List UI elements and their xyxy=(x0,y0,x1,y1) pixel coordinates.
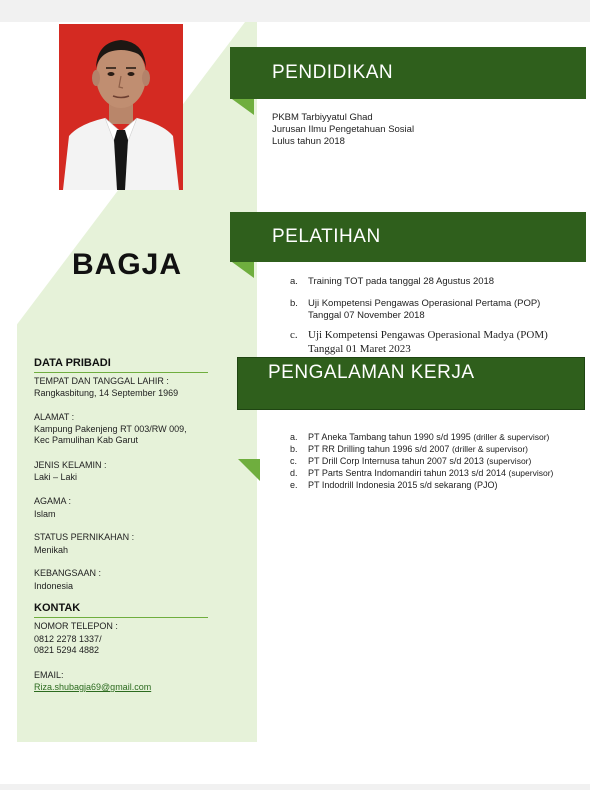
jenis-kelamin-value: Laki – Laki xyxy=(34,472,78,482)
telepon-label: NOMOR TELEPON : xyxy=(34,621,118,631)
agama-value: Islam xyxy=(34,509,56,519)
ttl-value: Rangkasbitung, 14 September 1969 xyxy=(34,388,179,398)
pelatihan-list xyxy=(290,276,585,356)
pelatihan-title: PELATIHAN xyxy=(272,226,381,247)
alamat-line-2: Kec Pamulihan Kab Garut xyxy=(34,435,139,445)
pengalaman-list xyxy=(290,431,588,491)
data-pribadi-title: DATA PRIBADI xyxy=(34,357,111,369)
list-item: b. Uji Kompetensi Pengawas Operasional Pertama (POP) Tanggal 07 November 2018 xyxy=(290,298,541,321)
pendidikan-banner xyxy=(230,47,586,99)
pendidikan-title: PENDIDIKAN xyxy=(272,62,394,83)
data-pribadi-divider xyxy=(34,372,208,373)
pengalaman-banner-tab xyxy=(238,459,260,481)
email-label: EMAIL: xyxy=(34,670,64,680)
list-item: a. Training TOT pada tanggal 28 Agustus 2018 xyxy=(290,276,495,287)
status-pernikahan-label: STATUS PERNIKAHAN : xyxy=(34,532,135,542)
pendidikan-banner-tab xyxy=(232,99,254,115)
pelatihan-banner xyxy=(230,212,586,262)
ttl-label: TEMPAT DAN TANGGAL LAHIR : xyxy=(34,376,169,386)
telepon-1: 0812 2278 1337/ xyxy=(34,634,102,644)
pendidikan-line: PKBM Tarbiyyatul Ghad xyxy=(272,112,373,123)
kontak-title: KONTAK xyxy=(34,602,81,614)
list-item: b. PT RR Drilling tahun 1996 s/d 2007 (driller & supervisor) xyxy=(290,444,528,454)
profile-photo xyxy=(59,24,183,190)
pendidikan-line: Jurusan Ilmu Pengetahuan Sosial xyxy=(272,124,415,135)
pendidikan-details xyxy=(272,112,414,148)
pengalaman-title: PENGALAMAN KERJA xyxy=(268,362,475,383)
candidate-name: BAGJA xyxy=(72,248,183,281)
list-item: c. PT Drill Corp Internusa tahun 2007 s/d 2013 (supervisor) xyxy=(290,456,532,466)
status-pernikahan-value: Menikah xyxy=(34,545,69,555)
jenis-kelamin-label: JENIS KELAMIN : xyxy=(34,460,107,470)
pendidikan-line: Lulus tahun 2018 xyxy=(272,136,345,147)
alamat-label: ALAMAT : xyxy=(34,412,75,422)
list-item: c. Uji Kompetensi Pengawas Operasional Madya (POM) Tanggal 01 Maret 2023 xyxy=(290,329,548,355)
pengalaman-banner xyxy=(237,357,585,410)
telepon-2: 0821 5294 4882 xyxy=(34,645,100,655)
agama-label: AGAMA : xyxy=(34,496,72,506)
alamat-line-1: Kampung Pakenjeng RT 003/RW 009, xyxy=(34,424,187,434)
list-item: d. PT Parts Sentra Indomandiri tahun 2013 s/d 2014 (supervisor) xyxy=(290,468,554,478)
email-link[interactable]: Riza.shubagja69@gmail.com xyxy=(34,682,152,692)
pelatihan-banner-tab xyxy=(232,262,254,278)
kebangsaan-value: Indonesia xyxy=(34,581,74,591)
kebangsaan-label: KEBANGSAAN : xyxy=(34,568,102,578)
list-item: e. PT Indodrill Indonesia 2015 s/d sekarang (PJO) xyxy=(290,480,498,490)
kontak-divider xyxy=(34,617,208,618)
list-item: a. PT Aneka Tambang tahun 1990 s/d 1995 (driller & supervisor) xyxy=(290,432,550,442)
